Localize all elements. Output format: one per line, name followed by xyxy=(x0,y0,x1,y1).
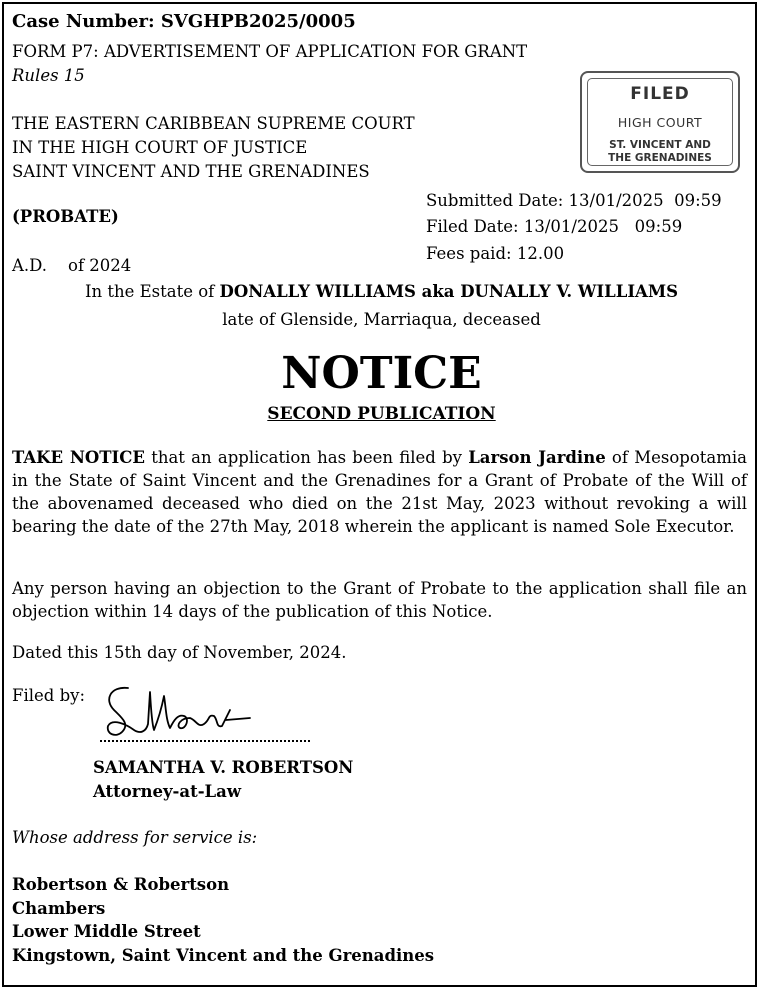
address-line3: Lower Middle Street xyxy=(12,922,201,941)
address-label: Whose address for service is: xyxy=(12,828,258,847)
publication-label: SECOND PUBLICATION xyxy=(267,404,496,424)
ad-line: A.D. of 2024 xyxy=(12,256,132,275)
address-line1: Robertson & Robertson xyxy=(12,875,230,894)
deceased-name: DONALLY WILLIAMS aka DUNALLY V. WILLIAMS xyxy=(219,282,679,301)
stamp-place-line1: ST. VINCENT AND xyxy=(609,139,711,151)
take-notice-lead: TAKE NOTICE xyxy=(12,448,145,467)
probate-label: (PROBATE) xyxy=(12,207,119,226)
attorney-title: Attorney-at-Law xyxy=(93,782,242,801)
dated-line: Dated this 15th day of November, 2024. xyxy=(12,643,347,662)
notice-paragraph-2: Any person having an objection to the Grant of Probate to the application shall file an objection within 14 days of the publication of this Notice. xyxy=(12,579,747,621)
filed-stamp xyxy=(580,71,740,173)
court-name-line3: SAINT VINCENT AND THE GRENADINES xyxy=(12,162,370,181)
notice-heading: NOTICE xyxy=(281,348,482,399)
notice-paragraph-1 xyxy=(12,446,747,538)
form-title: FORM P7: ADVERTISEMENT OF APPLICATION FOR GRANT xyxy=(12,42,528,61)
court-name-line2: IN THE HIGH COURT OF JUSTICE xyxy=(12,138,308,157)
late-of-line: late of Glenside, Marriaqua, deceased xyxy=(222,310,541,329)
attorney-name: SAMANTHA V. ROBERTSON xyxy=(93,758,354,777)
address-line4: Kingstown, Saint Vincent and the Grenadines xyxy=(12,946,435,965)
stamp-title: FILED xyxy=(630,84,690,104)
signature-line xyxy=(100,740,310,742)
handwritten-signature xyxy=(100,680,300,742)
stamp-place-line2: THE GRENADINES xyxy=(608,152,712,164)
para1-part-a: that an application has been filed by xyxy=(144,448,469,467)
fees-paid: Fees paid: 12.00 xyxy=(426,244,565,263)
estate-prefix: In the Estate of xyxy=(84,282,220,301)
estate-line xyxy=(0,284,763,301)
para1-part-b: of Mesopotamia in the State of Saint Vincent and the Grenadines for a Grant of Probate of the Will of the abovenamed deceased who died on the 21st May, 2023 without revoking a will bearing the date of the 27th May, 2018 wherein the applicant is named Sole Executor. xyxy=(12,448,747,536)
filed-date: Filed Date: 13/01/2025 09:59 xyxy=(426,217,683,236)
filed-by-label: Filed by: xyxy=(12,686,86,705)
court-name-line1: THE EASTERN CARIBBEAN SUPREME COURT xyxy=(12,114,415,133)
stamp-place xyxy=(582,139,738,165)
address-line2: Chambers xyxy=(12,899,106,918)
stamp-court: HIGH COURT xyxy=(617,115,703,130)
submitted-date: Submitted Date: 13/01/2025 09:59 xyxy=(426,191,722,210)
applicant-name: Larson Jardine xyxy=(468,448,606,467)
case-number: Case Number: SVGHPB2025/0005 xyxy=(12,11,356,32)
rules-reference: Rules 15 xyxy=(12,66,85,85)
